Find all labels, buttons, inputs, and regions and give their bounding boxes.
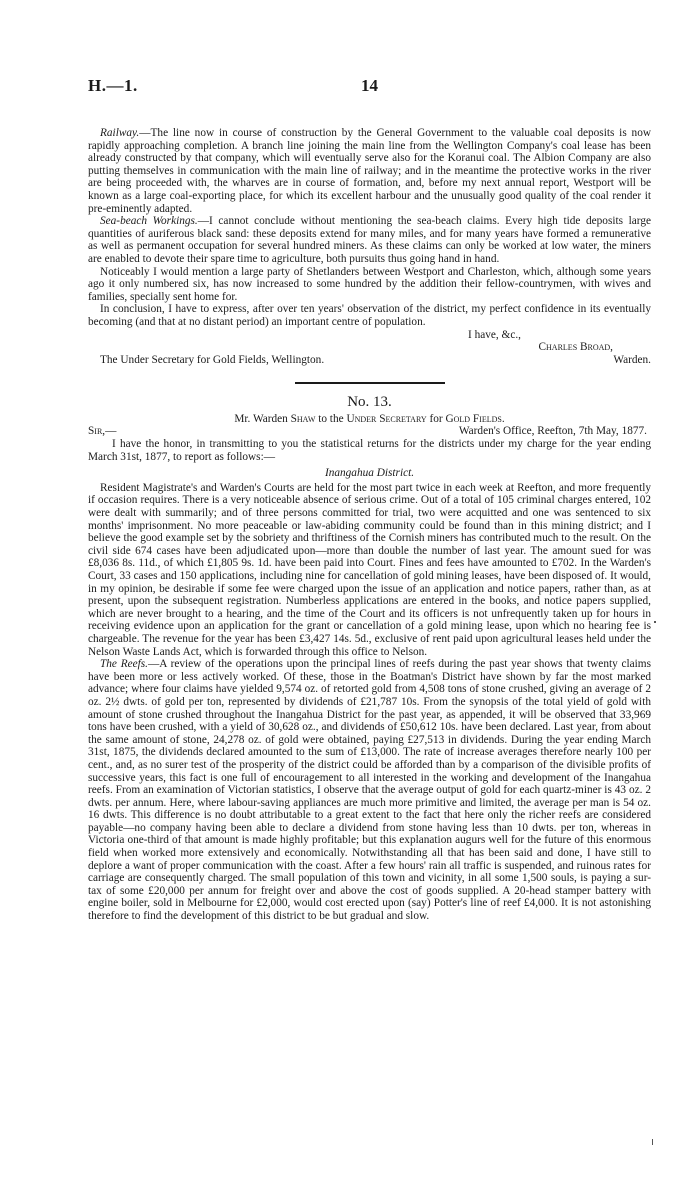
district-heading: Inangahua District. xyxy=(324,467,415,480)
salutation: Sir,— xyxy=(88,425,117,438)
page-number: 14 xyxy=(361,76,378,95)
courts-paragraph: Resident Magistrate's and Warden's Courts are held for the most part twice in each week at Reefton, and more frequently if occasion requires. There is a very noticeable absence of serious crime. Out of a total of 105 criminal charges entered, 102 were dealt with summarily; and of three persons committed for trial, two were acquitted and one was sentenced to six months' imprisonment. No more peaceable or law-abiding community could be found than in this mining district; and I believe the good example set by the sobriety and thriftiness of the Cornish miners has contributed much to the result. On the civil side 674 cases have been adjudicated upon—more than double the number of last year. The amount sued for was £8,036 8s. 11d., of which £1,805 9s. 1d. have been paid into Court. Fines and fees have amounted to £702. In the Warden's Court, 33 cases and 150 applications, including nine for cancellation of gold mining leases, have been disposed of. It would, in my opinion, be desirable if some fee were charged upon the issue of an application and notice papers, rather than, as at present, upon the subsequent registration. Numberless applications are entered in the books, and notice papers supplied, which are never brought to a hearing, and the time of the Court and its officers is not unfrequently taken up for hours in receiving evidence upon an application for the grant or cancellation of a gold mining lease, upon which no hearing fee is chargeable. The revenue for the year has been £3,427 14s. 5d., exclusive of rent paid upon agricultural leases held under the Nelson Waste Lands Act, which is forwarded through this office to Nelson. xyxy=(88,481,651,658)
shetlanders-paragraph: Noticeably I would mention a large party of Shetlanders between Westport and Charleston, which, although some years ago it only numbered six, has now increased to some hundred by the addition their fellow-countrymen, with wives and families, specially sent home for. xyxy=(88,265,651,303)
railway-text: —The line now in course of construction by the General Government to the valuable coal deposits is now rapidly approaching completion. A branch line joining the main line from the Wellington Company's coal lease has been already constructed by that company, which will eventually serve also for the Koranui coal. The Albion Company are also putting themselves in communication with the main line of railway; and in the meantime the protective works in the river are being proceeded with, the wharves are in course of formation, and, before my next annual report, Westport will be known as a large coal-exporting place, for which its excellent harbour and the unusually good quality of the coal render it pre-eminently adapted. xyxy=(88,127,651,215)
railway-paragraph xyxy=(88,127,651,215)
margin-mark xyxy=(654,621,656,623)
page-header xyxy=(88,76,651,100)
series-label: H.—1. xyxy=(88,76,138,95)
margin-mark xyxy=(652,1139,653,1145)
opening-paragraph: I have the honor, in transmitting to you the statistical returns for the districts under my charge for the year ending March 31st, 1877, to report as follows:— xyxy=(88,438,651,463)
letter-number: No. 13. xyxy=(347,394,392,411)
addressee-row xyxy=(88,354,651,367)
letter-title: Mr. Warden Shaw to the Under Secretary for Gold Fields. xyxy=(234,412,505,425)
signatory-name: Charles Broad, xyxy=(538,341,613,354)
addressee: The Under Secretary for Gold Fields, Wellington. xyxy=(100,353,325,366)
reefs-paragraph xyxy=(88,658,651,922)
section-divider xyxy=(295,382,445,384)
report-body xyxy=(88,127,651,923)
reefs-text: —A review of the operations upon the principal lines of reefs during the past year shows that twenty claims have been more or less actively worked. Of these, those in the Boatman's District have shown by far the most marked advance; where four claims have yielded 9,574 oz. of retorted gold from 4,508 tons of stone crushed, giving an average of 2 oz. 2½ dwts. of gold per ton, represented by dividends of £21,787 10s. From the synopsis of the total yield of gold with amount of stone crushed throughout the Inangahua District for the past year, as appended, it will be observed that 33,969 tons have been crushed, with a yield of 30,628 oz., and dividends of £50,612 10s. have been declared. Last year, from about the same amount of stone, 24,278 oz. of gold were obtained, paying £27,513 in dividends. During the year ending March 31st, 1875, the dividends declared amounted to the sum of £13,000. The rate of increase averages therefore nearly 100 per cent., and, as no surer test of the prosperity of the district could be afforded than by a comparison of the divisible profits of successive years, this fact is one full of encouragement to all interested in the working and development of the Inangahua reefs. From an examination of Victorian statistics, I observe that the average output of gold for each quartz-miner is 43 oz. 2 dwts. per annum. Here, where labour-saving appliances are much more primitive and limited, the average per man is 54 oz. 16 dwts. This difference is no doubt attributable to a great extent to the fact that here only the richer reefs are considered payable—no company having been able to declare a dividend from stone having less than 10 dwts. per ton, whereas in Victoria one-third of that amount is made highly profitable; but this explanation augurs well for the future of this enormous field when worked more extensively and economically. Notwithstanding all that has been said and done, I have still to deplore a want of proper communication with the coast. After a few hours' rain all traffic is suspended, and ruinous rates for carriage are consequently charged. The small population of this town and vicinity, in all some 1,500 souls, is paying a sur-tax of some £20,000 per annum for freight over and above the cost of goods supplied. A 20-head stamper battery with engine boiler, sold in Melbourne for £2,000, would cost erected upon (say) Potter's line of reef £4,000. It is not astonishing therefore to find the development of this district to be but gradual and slow. xyxy=(88,658,651,923)
railway-heading: Railway. xyxy=(100,127,140,139)
reefs-heading: The Reefs. xyxy=(100,658,148,671)
closing-phrase: I have, &c., xyxy=(467,328,521,341)
seabeach-paragraph xyxy=(88,215,651,265)
seabeach-heading: Sea-beach Workings. xyxy=(100,215,198,228)
office-date: Warden's Office, Reefton, 7th May, 1877. xyxy=(458,425,647,438)
seabeach-text: —I cannot conclude without mentioning the sea-beach claims. Every high tide deposits large quantities of auriferous black sand: these deposits extend for many miles, and for many years have formed a remunerative as well as permanent occupation for several hundred miners. As these claims can only be worked at low water, the miners are enabled to devote their spare time to agriculture, both pursuits thus going hand in hand. xyxy=(88,215,651,265)
signatory-title: Warden. xyxy=(613,353,651,366)
salutation-row xyxy=(88,425,651,438)
conclusion-paragraph: In conclusion, I have to express, after over ten years' observation of the district, my perfect confidence in its eventually becoming (and that at no distant period) an important centre of population. xyxy=(88,303,651,328)
